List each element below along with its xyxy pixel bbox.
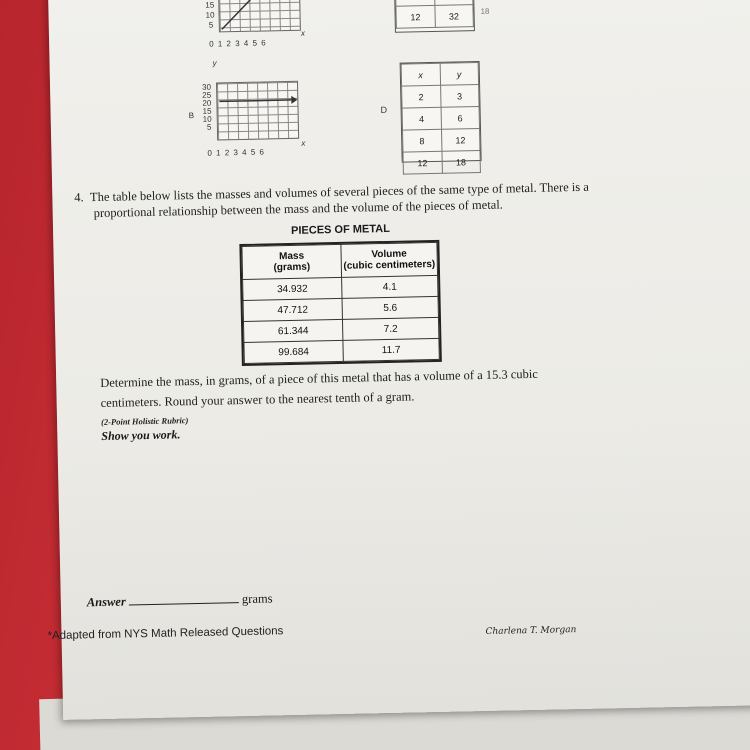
graph-b-yaxis: y <box>212 58 217 68</box>
table-c <box>394 0 475 33</box>
answer-row <box>87 589 273 610</box>
graph-b-ytick: 15 <box>202 106 212 116</box>
graph-b-ytick: 20 <box>202 98 212 108</box>
metal-table-title: PIECES OF METAL <box>290 222 391 237</box>
question-prompt <box>100 361 661 413</box>
question-text-line2: proportional relationship between the mass and the volume of the pieces of metal. <box>93 197 504 221</box>
volume-cell: 4.1 <box>342 275 438 298</box>
graph-b-label: B <box>188 110 195 121</box>
graph-a-xaxis: x <box>300 28 306 38</box>
table-d <box>400 61 482 168</box>
graph-a-grid <box>218 0 301 32</box>
graph-b-ytick: 25 <box>202 90 212 100</box>
graph-b-ytick: 10 <box>202 114 212 124</box>
author-signature: Charlena T. Morgan <box>485 625 577 637</box>
metal-table <box>239 240 442 366</box>
table-d-cell: 6 <box>441 106 480 129</box>
mass-header-line1: Mass <box>279 250 305 263</box>
volume-header-line2: (cubic centimeters) <box>343 258 436 272</box>
source-note: *Adapted from NYS Math Released Questions <box>47 625 284 643</box>
question-text-line1: The table below lists the masses and volumes of several pieces of the same type of metal. There is a <box>89 179 589 205</box>
volume-header <box>341 242 438 277</box>
handwritten-note: 18 <box>480 6 490 16</box>
prompt-line2: centimeters. Round your answer to the nearest tenth of a gram. <box>100 389 415 410</box>
table-d-cell: 8 <box>403 129 442 152</box>
table-d-cell: 12 <box>441 128 480 151</box>
worksheet-page <box>48 0 750 720</box>
graph-b-xaxis: x <box>301 138 306 148</box>
graph-b-ytick: 5 <box>206 122 212 132</box>
graph-b-ytick: 30 <box>201 82 212 92</box>
mass-cell: 47.712 <box>243 298 342 321</box>
mass-cell: 34.932 <box>243 277 342 300</box>
rubric-note: (2-Point Holistic Rubric) <box>100 415 189 427</box>
table-d-cell: 4 <box>402 107 441 130</box>
answer-unit: grams <box>241 591 273 607</box>
table-d-cell: 3 <box>440 85 479 108</box>
table-d-cell: 18 <box>441 150 480 173</box>
question-4 <box>74 177 665 221</box>
volume-header-line1: Volume <box>371 248 407 261</box>
table-d-header: x <box>401 63 440 86</box>
volume-cell: 11.7 <box>343 338 439 361</box>
table-d-header: y <box>440 63 479 86</box>
graph-a-line <box>219 0 300 31</box>
show-work-label: Show you work. <box>101 427 181 443</box>
graph-a-ytick: 10 <box>205 10 215 20</box>
question-number: 4. <box>74 190 84 205</box>
answer-label: Answer <box>86 594 126 610</box>
mass-header-line2: (grams) <box>273 261 311 274</box>
graph-a-ytick: 15 <box>205 0 215 10</box>
table-c-cell: 32 <box>434 5 473 28</box>
graph-b-line <box>217 82 298 140</box>
mass-cell: 61.344 <box>243 319 342 342</box>
graph-a-xticks: 0 1 2 3 4 5 6 <box>209 38 267 49</box>
volume-cell: 7.2 <box>342 317 438 340</box>
table-d-cell: 12 <box>403 151 442 174</box>
table-c-cell: 12 <box>396 5 435 28</box>
mass-header <box>242 244 342 279</box>
table-d-cell: 2 <box>402 85 441 108</box>
graph-b-xticks: 0 1 2 3 4 5 6 <box>207 147 266 158</box>
graph-b-grid <box>216 81 299 141</box>
answer-blank[interactable] <box>129 590 239 605</box>
graph-a-ytick: 5 <box>208 20 214 30</box>
mass-cell: 99.684 <box>244 340 343 363</box>
volume-cell: 5.6 <box>342 296 438 319</box>
prompt-line1: Determine the mass, in grams, of a piece of this metal that has a volume of a 15.3 cubic <box>100 366 539 390</box>
table-d-label: D <box>380 104 388 116</box>
